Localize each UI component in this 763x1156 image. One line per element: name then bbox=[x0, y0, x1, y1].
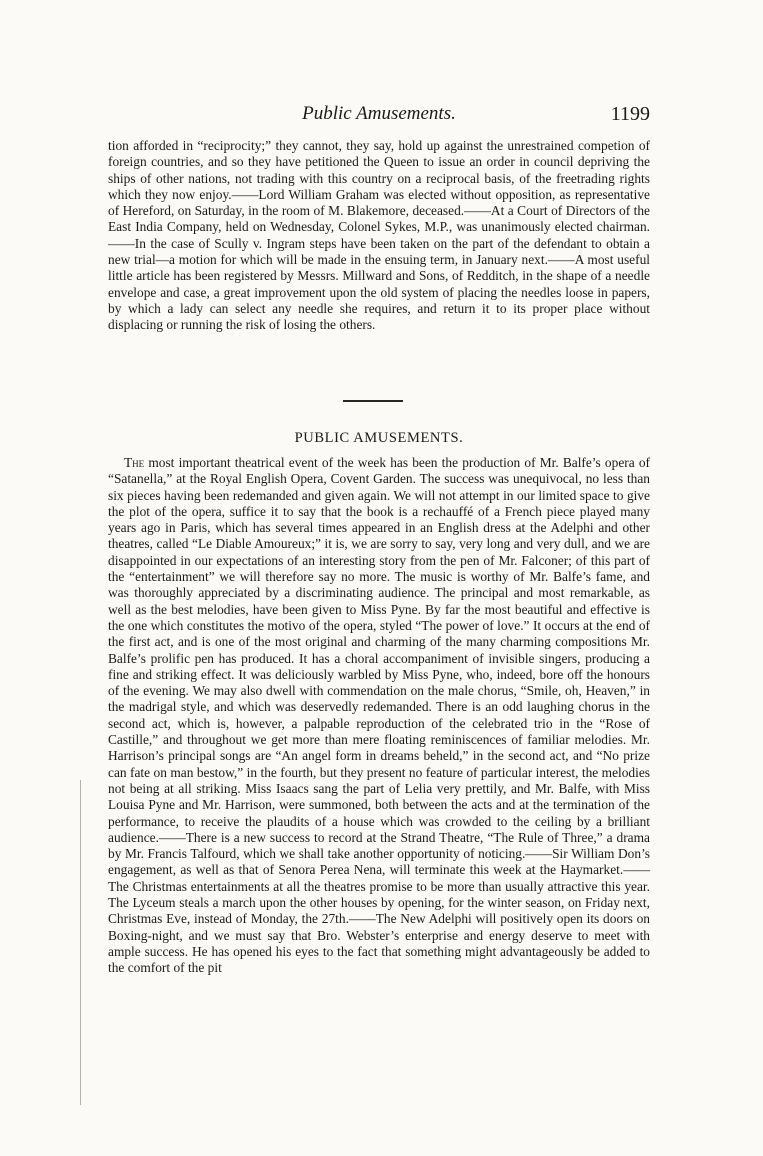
amusements-paragraph bbox=[108, 455, 650, 977]
news-paragraph bbox=[108, 138, 650, 334]
margin-mark bbox=[80, 780, 81, 1105]
section-divider bbox=[343, 400, 403, 402]
amusements-body bbox=[108, 455, 650, 977]
amusements-text: most important theatrical event of the week has been the production of Mr. Balfe’s opera of “Satanella,” at the Royal English Opera, Covent Garden. The success was unequivocal, no less than six pieces having been redemanded and given again. We will not attempt in our limited space to give the plot of the opera, suffice it to say that the book is a rechauffé of a French piece played many years ago in Paris, which has several times appeared in an English dress at the Adelphi and other theatres, called “Le Diable Amoureux;” it is, we are sorry to say, very long and very dull, and we are disappointed in our expectations of an interesting story from the pen of Mr. Falconer; of this part of the “entertainment” we will therefore say no more. The music is worthy of Mr. Balfe’s fame, and was thoroughly appreciated by a discriminating audience. The principal and most remarkable, as well as the best melodies, have been given to Miss Pyne. By far the most beautiful and effective is the one which constitutes the motivo of the opera, styled “The power of love.” It occurs at the end of the first act, and is one of the most original and charming of the many charming compositions Mr. Balfe’s prolific pen has produced. It has a choral accompaniment of invisible singers, producing a fine and striking effect. It was deliciously warbled by Miss Pyne, who, indeed, bore off the honours of the evening. We may also dwell with commendation on the male chorus, “Smile, oh, Heaven,” in the madrigal style, and which was deservedly redemanded. There is an odd laughing chorus in the second act, which is, however, a palpable reproduction of the celebrated trio in the “Rose of Castille,” and throughout we get more than mere floating reminiscences of familiar melodies. Mr. Harrison’s principal songs are “An angel form in dreams beheld,” in the second act, and “No prize can fate on man bestow,” in the fourth, but they present no feature of particular interest, the melodies not being at all striking. Miss Isaacs sang the part of Lelia very prettily, and Mr. Balfe, with Miss Louisa Pyne and Mr. Harrison, were summoned, both between the acts and at the termination of the performance, to receive the plaudits of a house which was crowded to the ceiling by a brilliant audience.——There is a new success to record at the Strand Theatre, “The Rule of Three,” a drama by Mr. Francis Talfourd, which we shall take another opportunity of noticing.——Sir William Don’s engagement, as well as that of Senora Perea Nena, will terminate this week at the Haymarket.——The Christmas entertainments at all the theatres promise to be more than usually attractive this year. The Lyceum steals a march upon the other houses by opening, for the winter season, on Friday next, Christmas Eve, instead of Monday, the 27th.——The New Adelphi will positively open its doors on Boxing-night, and we must say that Bro. Webster’s enterprise and energy deserve to meet with ample success. He has opened his eyes to the fact that something might advantageously be added to the comfort of the pit bbox=[108, 455, 650, 976]
running-header bbox=[108, 103, 650, 133]
section-title: PUBLIC AMUSEMENTS. bbox=[294, 430, 464, 446]
news-text: tion afforded in “reciprocity;” they cannot, they say, hold up against the unrestrained competion of foreign countries, and so they have petitioned the Queen to issue an order in council depriving the ships of other nations, not trading with this country on a reciprocal basis, of the freetrading rights which they now enjoy.——Lord William Graham was elected without opposition, as representative of Hereford, on Saturday, in the room of M. Blakemore, deceased.——At a Court of Directors of the East India Company, held on Wednesday, Colonel Sykes, M.P., was unanimously elected chairman.——In the case of Scully v. Ingram steps have been taken on the part of the defendant to obtain a new trial—a motion for which will be made in the ensuing term, in January next.——A most useful little article has been registered by Messrs. Millward and Sons, of Redditch, in the shape of a needle envelope and case, a great improvement upon the old system of placing the needles loose in papers, by which a lady can select any needle she requires, and return it to its proper place without displacing or running the risk of losing the others. bbox=[108, 138, 650, 333]
running-title: Public Amusements. bbox=[302, 103, 456, 124]
page-number: 1199 bbox=[610, 103, 650, 125]
lead-word: The bbox=[124, 455, 145, 470]
